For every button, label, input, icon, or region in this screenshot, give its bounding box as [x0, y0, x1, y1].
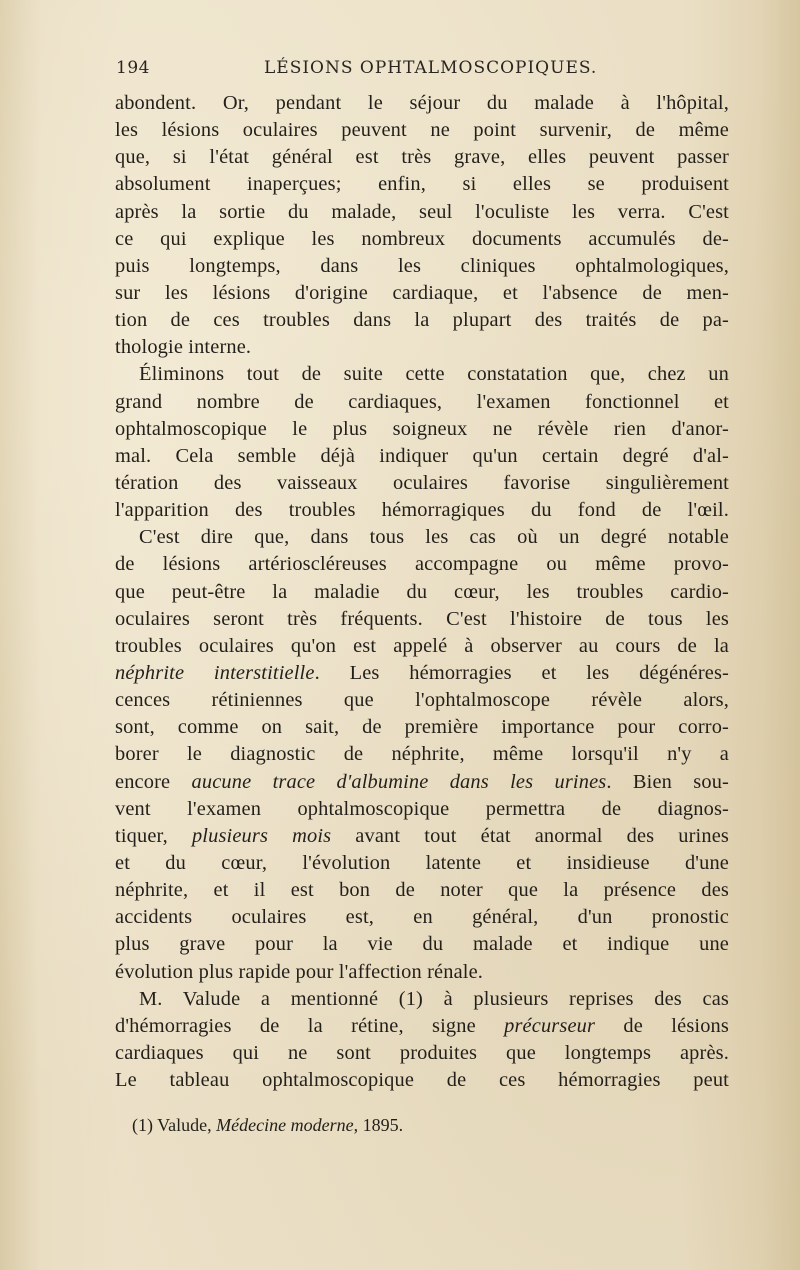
- text-line: [115, 144, 729, 171]
- text-line: [115, 307, 729, 334]
- text-segment: Éliminons tout de suite cette constatation que, chez un: [139, 363, 729, 386]
- text-segment: sont, comme on sait, de première importance pour corro-: [115, 716, 729, 739]
- text-line: [115, 633, 729, 660]
- body-text: [115, 90, 729, 1094]
- text-segment: avant tout état anormal des urines: [331, 824, 730, 847]
- text-segment: tion de ces troubles dans la plupart des traités de pa-: [115, 309, 729, 332]
- text-segment: grand nombre de cardiaques, l'examen fonctionnel et: [115, 390, 729, 413]
- text-segment: absolument inaperçues; enfin, si elles se produisent: [115, 173, 729, 196]
- page-header: [116, 58, 730, 84]
- text-line: [115, 660, 729, 687]
- text-line: [115, 171, 729, 198]
- text-line: [115, 769, 729, 796]
- text-line: [115, 443, 729, 470]
- text-segment: après la sortie du malade, seul l'oculiste les verra. C'est: [115, 200, 729, 223]
- text-segment: cardiaques qui ne sont produites que longtemps après.: [115, 1041, 729, 1064]
- text-segment: que peut-être la maladie du cœur, les troubles cardio-: [115, 580, 729, 603]
- text-line: [115, 714, 729, 741]
- text-line: [115, 1067, 729, 1094]
- text-line: [115, 470, 729, 497]
- text-line: [115, 904, 729, 931]
- text-line: [115, 687, 729, 714]
- text-segment: cences rétiniennes que l'ophtalmoscope révèle alors,: [115, 689, 729, 712]
- text-line: [115, 524, 729, 551]
- text-line: [115, 280, 729, 307]
- text-segment: de lésions: [595, 1014, 729, 1037]
- text-segment: accidents oculaires est, en général, d'un pronostic: [115, 906, 729, 929]
- text-line: [115, 931, 729, 958]
- text-segment: sur les lésions d'origine cardiaque, et l'absence de men-: [115, 281, 729, 304]
- text-segment: les lésions oculaires peuvent ne point survenir, de même: [115, 119, 729, 142]
- text-line: [115, 796, 729, 823]
- page-number: 194: [116, 58, 150, 78]
- text-segment: , 1895.: [353, 1115, 404, 1135]
- text-line: [115, 986, 729, 1013]
- text-segment: ophtalmoscopique le plus soigneux ne révèle rien d'anor-: [115, 417, 729, 440]
- text-line: [115, 551, 729, 578]
- text-segment: et du cœur, l'évolution latente et insidieuse d'une: [115, 851, 729, 874]
- text-line: [115, 90, 729, 117]
- text-line: [115, 741, 729, 768]
- italic-text: aucune trace d'albumine dans les urines: [191, 770, 607, 793]
- text-segment: (1) Valude,: [132, 1115, 217, 1135]
- text-segment: . Bien sou-: [606, 770, 729, 793]
- text-line: [115, 606, 729, 633]
- text-segment: évolution plus rapide pour l'affection rénale.: [115, 960, 484, 983]
- text-segment: thologie interne.: [115, 336, 252, 359]
- italic-text: néphrite interstitielle: [115, 661, 315, 684]
- text-line: [115, 361, 729, 388]
- text-segment: borer le diagnostic de néphrite, même lorsqu'il n'y a: [115, 743, 729, 766]
- text-segment: encore: [115, 770, 192, 793]
- text-segment: Le tableau ophtalmoscopique de ces hémorragies peut: [115, 1069, 729, 1092]
- text-segment: puis longtemps, dans les cliniques ophtalmologiques,: [115, 254, 729, 277]
- text-segment: . Les hémorragies et les dégénéres-: [314, 661, 729, 684]
- italic-text: Médecine moderne: [216, 1115, 354, 1135]
- italic-text: plusieurs mois: [191, 824, 332, 847]
- text-line: [115, 253, 729, 280]
- text-segment: C'est dire que, dans tous les cas où un degré notable: [139, 526, 729, 549]
- text-segment: de lésions artérioscléreuses accompagne ou même provo-: [115, 553, 729, 576]
- text-line: [115, 497, 729, 524]
- text-line: [115, 959, 729, 986]
- running-title: LÉSIONS OPHTALMOSCOPIQUES.: [264, 58, 598, 78]
- text-segment: vent l'examen ophtalmoscopique permettra de diagnos-: [115, 797, 729, 820]
- text-line: [115, 1013, 729, 1040]
- text-line: [115, 850, 729, 877]
- text-segment: oculaires seront très fréquents. C'est l'histoire de tous les: [115, 607, 729, 630]
- text-line: [115, 117, 729, 144]
- text-line: [115, 226, 729, 253]
- text-line: [115, 823, 729, 850]
- text-segment: tération des vaisseaux oculaires favorise singulièrement: [115, 471, 729, 494]
- text-segment: abondent. Or, pendant le séjour du malade à l'hôpital,: [115, 92, 729, 114]
- text-segment: tiquer,: [115, 824, 192, 847]
- text-segment: néphrite, et il est bon de noter que la présence des: [115, 879, 729, 902]
- text-line: [115, 416, 729, 443]
- italic-text: précurseur: [504, 1014, 596, 1037]
- text-line: [115, 579, 729, 606]
- text-line: [115, 199, 729, 226]
- footnote: [132, 1115, 403, 1136]
- text-segment: mal. Cela semble déjà indiquer qu'un certain degré d'al-: [115, 444, 729, 467]
- text-line: [115, 877, 729, 904]
- text-line: [115, 1040, 729, 1067]
- text-line: [115, 389, 729, 416]
- text-segment: que, si l'état général est très grave, elles peuvent passer: [115, 146, 729, 169]
- text-segment: troubles oculaires qu'on est appelé à observer au cours de la: [115, 634, 729, 657]
- text-segment: plus grave pour la vie du malade et indique une: [115, 933, 729, 956]
- text-segment: ce qui explique les nombreux documents accumulés de-: [115, 227, 729, 250]
- text-segment: d'hémorragies de la rétine, signe: [115, 1014, 505, 1037]
- text-segment: M. Valude a mentionné (1) à plusieurs reprises des cas: [139, 987, 729, 1010]
- text-line: [115, 334, 729, 361]
- text-segment: l'apparition des troubles hémorragiques du fond de l'œil.: [115, 499, 729, 522]
